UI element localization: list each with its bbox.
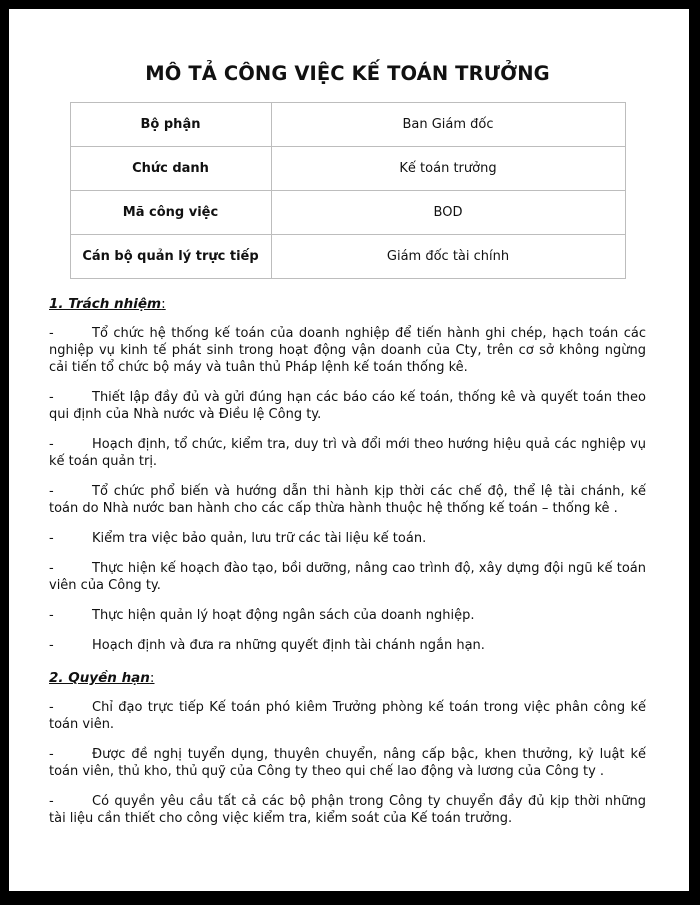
info-key: Mã công việc bbox=[70, 191, 271, 235]
list-item bbox=[49, 699, 646, 733]
list-item bbox=[49, 389, 646, 423]
list-item-text: Có quyền yêu cầu tất cả các bộ phận trong Công ty chuyển đầy đủ kịp thời những tài liệu cần thiết cho công việc kiểm tra, kiểm soát của Kế toán trưởng. bbox=[49, 794, 646, 826]
list-item bbox=[49, 560, 646, 594]
list-item bbox=[49, 530, 646, 547]
list-item bbox=[49, 637, 646, 654]
table-row bbox=[70, 191, 625, 235]
bullet-dash: - bbox=[49, 390, 54, 405]
list-item bbox=[49, 325, 646, 376]
table-row bbox=[70, 103, 625, 147]
info-key: Bộ phận bbox=[70, 103, 271, 147]
bullet-dash: - bbox=[49, 794, 54, 809]
info-key: Cán bộ quản lý trực tiếp bbox=[70, 235, 271, 279]
list-item bbox=[49, 746, 646, 780]
info-table bbox=[70, 102, 626, 279]
list-item bbox=[49, 607, 646, 624]
section-heading-label: 1. Trách nhiệm bbox=[49, 296, 162, 312]
list-item-text: Thực hiện quản lý hoạt động ngân sách của doanh nghiệp. bbox=[92, 608, 475, 623]
section-heading-quyen-han: 2. Quyền hạn: bbox=[49, 670, 155, 686]
bullet-dash: - bbox=[49, 437, 54, 452]
bullet-dash: - bbox=[49, 747, 54, 762]
list-item bbox=[49, 436, 646, 470]
list-item-text: Kiểm tra việc bảo quản, lưu trữ các tài liệu kế toán. bbox=[92, 531, 427, 546]
info-value: Kế toán trưởng bbox=[271, 147, 625, 191]
section-heading-label: 2. Quyền hạn bbox=[49, 670, 150, 686]
list-item-text: Hoạch định, tổ chức, kiểm tra, duy trì và đổi mới theo hướng hiệu quả các nghiệp vụ kế toán quản trị. bbox=[49, 437, 646, 469]
list-item-text: Hoạch định và đưa ra những quyết định tài chánh ngắn hạn. bbox=[92, 638, 485, 653]
section-heading-trach-nhiem: 1. Trách nhiệm: bbox=[49, 296, 166, 312]
bullet-dash: - bbox=[49, 326, 54, 341]
list-item-text: Được đề nghị tuyển dụng, thuyên chuyển, nâng cấp bậc, khen thưởng, kỷ luật kế toán viên, thủ kho, thủ quỹ của Công ty theo qui chế lao động và lương của Công ty . bbox=[49, 747, 646, 779]
bullet-dash: - bbox=[49, 484, 54, 499]
info-value: Ban Giám đốc bbox=[271, 103, 625, 147]
table-row bbox=[70, 235, 625, 279]
list-item-text: Thực hiện kế hoạch đào tạo, bồi dưỡng, nâng cao trình độ, xây dựng đội ngũ kế toán viên của Công ty. bbox=[49, 561, 646, 593]
list-item-text: Tổ chức phổ biến và hướng dẫn thi hành kịp thời các chế độ, thể lệ tài chánh, kế toán do Nhà nước ban hành cho các cấp thừa hành thuộc hệ thống kế toán – thống kê . bbox=[49, 484, 646, 516]
list-item bbox=[49, 483, 646, 517]
info-key: Chức danh bbox=[70, 147, 271, 191]
list-item-text: Chỉ đạo trực tiếp Kế toán phó kiêm Trưởng phòng kế toán trong việc phân công kế toán viên. bbox=[49, 700, 646, 732]
info-value: BOD bbox=[271, 191, 625, 235]
bullet-dash: - bbox=[49, 638, 54, 653]
bullet-dash: - bbox=[49, 531, 54, 546]
bullet-dash: - bbox=[49, 608, 54, 623]
list-item bbox=[49, 793, 646, 827]
table-row bbox=[70, 147, 625, 191]
info-value: Giám đốc tài chính bbox=[271, 235, 625, 279]
document-page bbox=[9, 9, 689, 891]
list-item-text: Tổ chức hệ thống kế toán của doanh nghiệp để tiến hành ghi chép, hạch toán các nghiệp vụ kinh tế phát sinh trong hoạt động vận doanh của Cty, trên cơ sở không ngừng cải tiến tổ chức bộ máy và tuân thủ Pháp lệnh kế toán thống kê. bbox=[49, 326, 646, 375]
bullet-dash: - bbox=[49, 700, 54, 715]
document-title: MÔ TẢ CÔNG VIỆC KẾ TOÁN TRƯỞNG bbox=[145, 62, 550, 85]
bullet-dash: - bbox=[49, 561, 54, 576]
list-item-text: Thiết lập đầy đủ và gửi đúng hạn các báo cáo kế toán, thống kê và quyết toán theo qui định của Nhà nước và Điều lệ Công ty. bbox=[49, 390, 646, 422]
